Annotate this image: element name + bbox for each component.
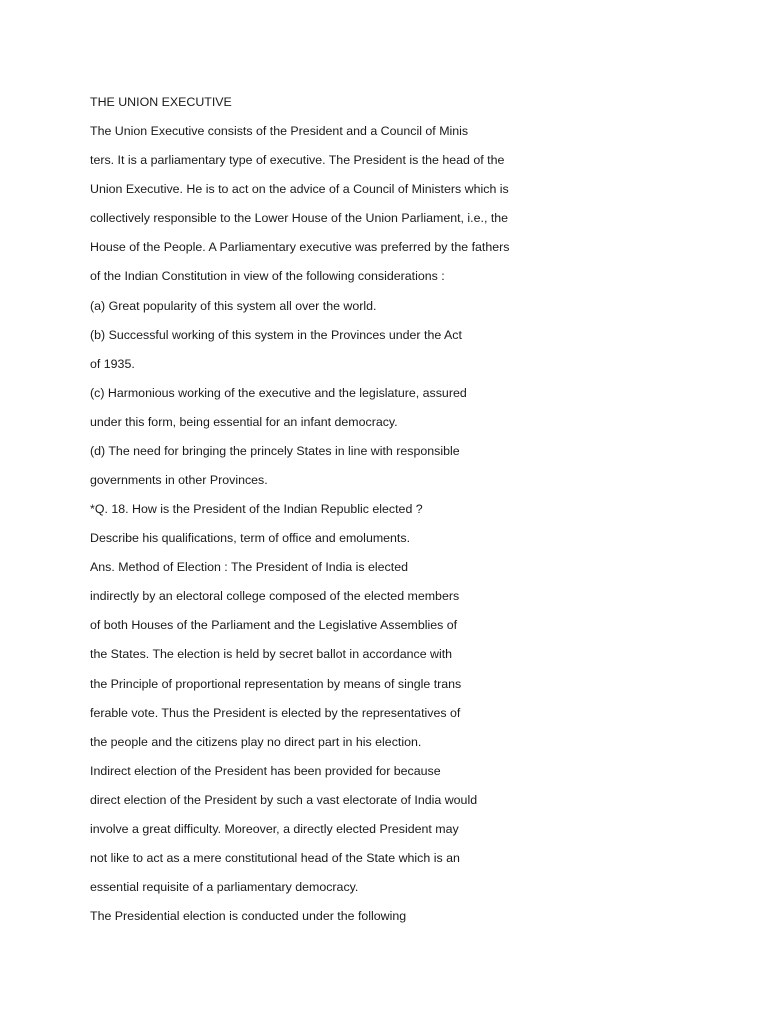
text-line: Union Executive. He is to act on the advice of a Council of Ministers which is (90, 182, 509, 197)
text-line: collectively responsible to the Lower House of the Union Parliament, i.e., the (90, 211, 509, 226)
text-line: Describe his qualifications, term of office and emoluments. (90, 531, 411, 546)
text-line: indirectly by an electoral college composed of the elected members (90, 589, 460, 604)
text-line: Indirect election of the President has been provided for because (90, 763, 441, 778)
text-line: (d) The need for bringing the princely States in line with responsible (90, 443, 460, 458)
text-line: not like to act as a mere constitutional head of the State which is an (90, 851, 460, 866)
text-line: (b) Successful working of this system in the Provinces under the Act (90, 327, 462, 342)
text-line: House of the People. A Parliamentary executive was preferred by the fathers (90, 240, 510, 255)
text-line: of the Indian Constitution in view of the following considerations : (90, 269, 445, 284)
text-line: The Presidential election is conducted under the following (90, 909, 407, 924)
text-line: governments in other Provinces. (90, 473, 268, 488)
text-line: ters. It is a parliamentary type of executive. The President is the head of the (90, 153, 505, 168)
document-heading: THE UNION EXECUTIVE (90, 95, 232, 109)
document-body (90, 88, 730, 931)
text-line: of both Houses of the Parliament and the Legislative Assemblies of (90, 618, 458, 633)
text-line: the people and the citizens play no direct part in his election. (90, 734, 422, 749)
text-line: (a) Great popularity of this system all over the world. (90, 298, 377, 313)
text-line: the States. The election is held by secret ballot in accordance with (90, 647, 453, 662)
text-line: the Principle of proportional representation by means of single trans (90, 676, 462, 691)
text-line: of 1935. (90, 356, 135, 371)
question-line: *Q. 18. How is the President of the Indian Republic elected ? (90, 502, 423, 517)
text-line: ferable vote. Thus the President is elected by the representatives of (90, 705, 461, 720)
text-line: (c) Harmonious working of the executive and the legislature, assured (90, 385, 467, 400)
text-line: involve a great difficulty. Moreover, a directly elected President may (90, 821, 459, 836)
answer-line: Ans. Method of Election : The President of India is elected (90, 560, 408, 575)
text-line: under this form, being essential for an infant democracy. (90, 414, 398, 429)
text-line: direct election of the President by such a vast electorate of India would (90, 792, 478, 807)
text-line: The Union Executive consists of the President and a Council of Minis (90, 124, 469, 139)
text-line: essential requisite of a parliamentary democracy. (90, 880, 359, 895)
